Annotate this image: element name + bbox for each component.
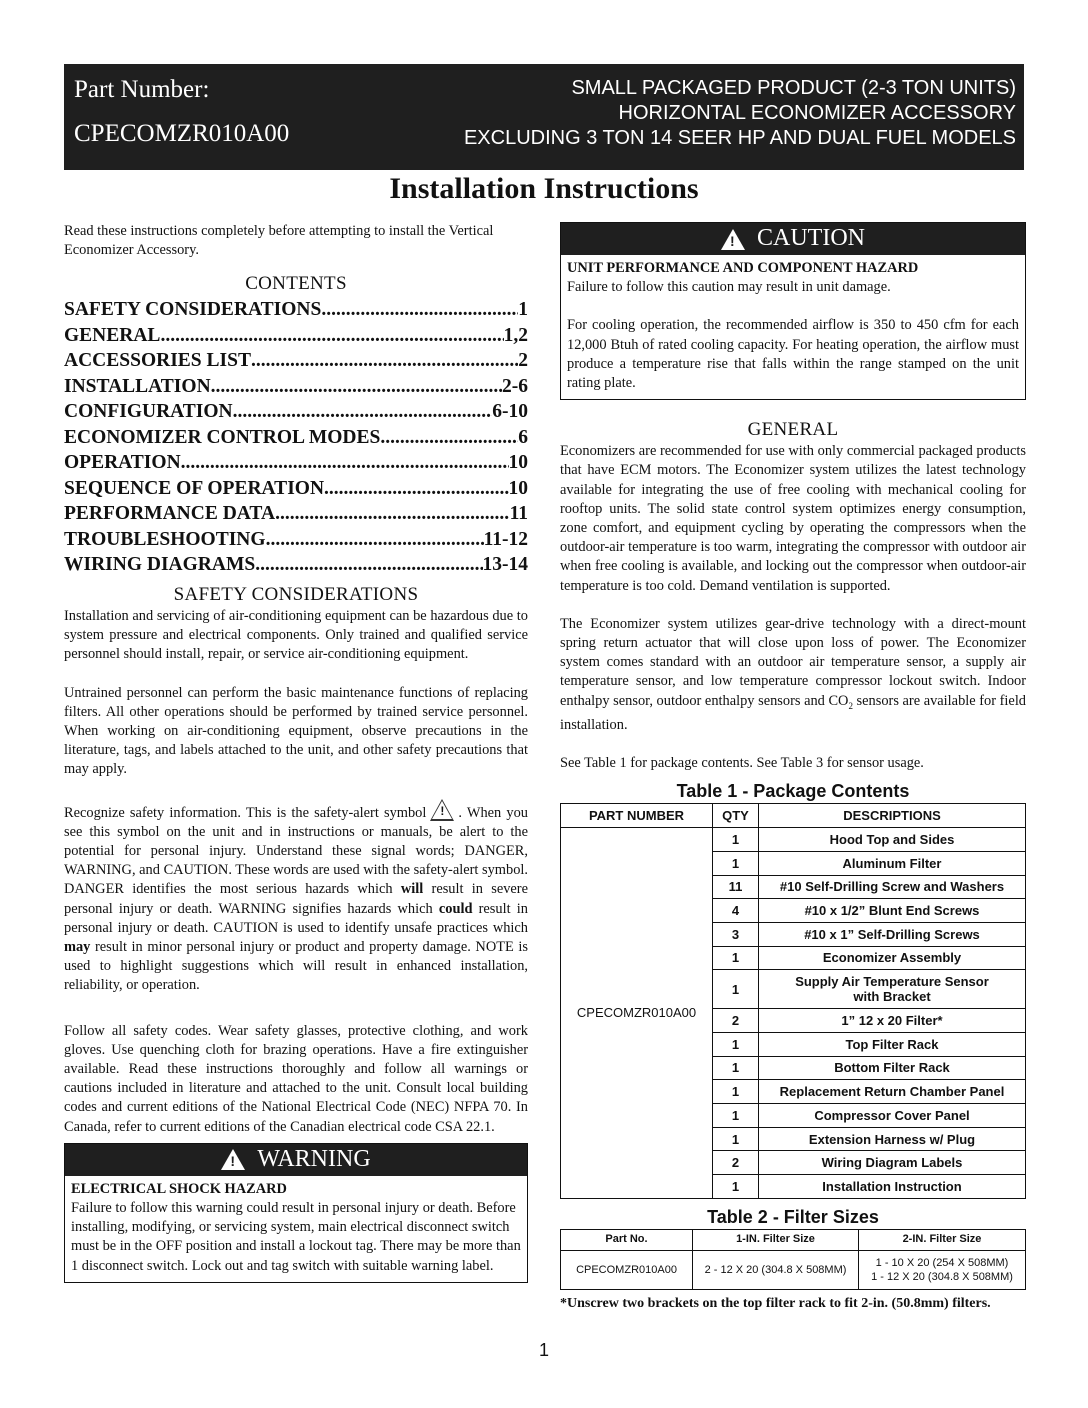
safety-heading: SAFETY CONSIDERATIONS xyxy=(173,583,419,605)
product-line-1: SMALL PACKAGED PRODUCT (2-3 TON UNITS) xyxy=(571,77,1016,99)
table-row: CPECOMZR010A00 1 Hood Top and Sides xyxy=(561,828,1026,852)
page-number: 1 xyxy=(538,1340,549,1360)
left-column xyxy=(64,222,528,1283)
general-paragraph-1: Economizers are recommended for use with only commercial packaged products that have ECM motors. The Economizer system utilizes the latest technology available for integrating the use of free cooling with mechanical cooling for rooftop units. The solid state control system optimizes energy consumption, zone comfort, and equipment cycling by operating the compressors when the outdoor-air temperature is too warm, integrating the compressor with outdoor air when free cooling is available, and locking out the compressor when outdoor-air temperature is too cold. Demand ventilation is supported. xyxy=(560,443,1026,594)
toc-item[interactable]: PERFORMANCE DATA ..... 11 xyxy=(64,501,528,527)
toc-item[interactable]: GENERAL ..... 1,2 xyxy=(64,323,528,349)
table-header: 2-IN. Filter Size xyxy=(859,1229,1026,1250)
general-paragraph-2: The Economizer system utilizes gear-drive technology with a direct-mount spring return actuator that will close upon loss of power. The Economizer system comes standard with an outdoor air temperature sensor, a supply air temperature sensor, and low temperature compressor lockout switch. Indoor enthalpy sensor, outdoor enthalpy sensors and $CO_2$ sensors are available for field installation. xyxy=(560,615,1027,733)
table-header: 1-IN. Filter Size xyxy=(693,1229,859,1250)
table-row: 1 Installation Instruction xyxy=(561,1175,1026,1199)
general-paragraph-3: See Table 1 for package contents. See Table 3 for sensor usage. xyxy=(560,754,924,771)
table-row: 1 Replacement Return Chamber Panel xyxy=(561,1080,1026,1104)
table-row: 11 #10 Self-Drilling Screw and Washers xyxy=(561,875,1026,899)
toc-item[interactable]: SAFETY CONSIDERATIONS ..... 1 xyxy=(64,297,528,323)
table-header: PART NUMBER xyxy=(561,804,713,828)
general-heading: GENERAL xyxy=(747,419,839,441)
table2-title: Table 2 - Filter Sizes xyxy=(707,1206,879,1227)
table-row: CPECOMZR010A00 2 - 12 X 20 (304.8 X 508MM) 1 - 10 X 20 (254 X 508MM) 1 - 12 X 20 (304.8 X 508MM) xyxy=(561,1250,1026,1289)
table-header: DESCRIPTIONS xyxy=(759,804,1026,828)
page-title: Installation Instructions xyxy=(389,172,699,205)
toc-item[interactable]: SEQUENCE OF OPERATION ..... 10 xyxy=(64,476,528,502)
table-row: 2 1” 12 x 20 Filter* xyxy=(561,1009,1026,1033)
caution-box xyxy=(560,222,1026,400)
filter-note: *Unscrew two brackets on the top filter rack to fit 2-in. (50.8mm) filters. xyxy=(560,1295,991,1311)
toc-item[interactable]: ACCESSORIES LIST ..... 2 xyxy=(64,348,528,374)
table-row: 3 #10 x 1” Self-Drilling Screws xyxy=(561,922,1026,946)
package-contents-table xyxy=(560,803,1026,1199)
caution-text-2: For cooling operation, the recommended airflow is 350 to 450 cfm for each 12,000 Btuh of rated cooling capacity. For heating operation, the airflow must produce a temperature rise that falls within the range stamped on the unit rating plate. xyxy=(567,317,1019,392)
table-row: 1 Top Filter Rack xyxy=(561,1032,1026,1056)
table-of-contents xyxy=(64,297,528,578)
warning-text: Failure to follow this warning could result in personal injury or death. Before installing, modifying, or servicing system, main electrical disconnect switch must be in the OFF position and install a lockout tag. There may be more than 1 disconnect switch. Lock out and tag switch with suitable warning label. xyxy=(71,1199,521,1274)
safety-paragraph-2: Untrained personnel can perform the basic maintenance functions of replacing filters. All other operations should be performed by trained service personnel. When working on air-conditioning equipment, observe precautions in the literature, tags, and labels attached to the unit, and other safety precautions that may apply. xyxy=(64,684,528,778)
table-row: 1 Compressor Cover Panel xyxy=(561,1104,1026,1128)
table-row: 2 Wiring Diagram Labels xyxy=(561,1151,1026,1175)
table-row: 1 Supply Air Temperature Sensor with Bracket xyxy=(561,970,1026,1009)
part-number-cell: CPECOMZR010A00 xyxy=(561,828,713,1199)
table-row: 1 Extension Harness w/ Plug xyxy=(561,1127,1026,1151)
table-header: QTY xyxy=(713,804,759,828)
contents-heading: CONTENTS xyxy=(245,273,347,295)
safety-alert-icon: ! xyxy=(430,799,454,821)
toc-item[interactable]: ECONOMIZER CONTROL MODES ..... 6 xyxy=(64,425,528,451)
warning-label: WARNING xyxy=(257,1146,371,1173)
warning-box xyxy=(64,1143,528,1283)
caution-label: CAUTION xyxy=(757,225,865,252)
toc-item[interactable]: CONFIGURATION ..... 6-10 xyxy=(64,399,528,425)
part-number-label: Part Number: xyxy=(74,76,210,103)
product-description xyxy=(464,76,1016,151)
table-row: 4 #10 x 1/2” Blunt End Screws xyxy=(561,899,1026,923)
warning-hazard: ELECTRICAL SHOCK HAZARD xyxy=(71,1180,287,1197)
toc-item[interactable]: TROUBLESHOOTING ..... 11-12 xyxy=(64,527,528,553)
warning-bar xyxy=(65,1144,527,1176)
caution-icon: ! xyxy=(721,229,745,250)
toc-item[interactable]: OPERATION ..... 10 xyxy=(64,450,528,476)
header-bar xyxy=(64,64,1024,170)
part-number-value: CPECOMZR010A00 xyxy=(74,120,290,147)
product-line-3: EXCLUDING 3 TON 14 SEER HP AND DUAL FUEL MODELS xyxy=(463,127,1016,149)
filter-sizes-table xyxy=(560,1229,1026,1290)
table-row: 1 Economizer Assembly xyxy=(561,946,1026,970)
safety-paragraph-1: Installation and servicing of air-conditioning equipment can be hazardous due to system pressure and electrical components. Only trained and qualified service personnel should install, repair, or service air-conditioning equipment. xyxy=(64,607,528,663)
product-line-2: HORIZONTAL ECONOMIZER ACCESSORY xyxy=(618,102,1016,124)
table-row: 1 Bottom Filter Rack xyxy=(561,1056,1026,1080)
right-column xyxy=(560,222,1026,1313)
safety-paragraph-4: Follow all safety codes. Wear safety glasses, protective clothing, and work gloves. Use quenching cloth for brazing operations. Have a fire extinguisher available. Read these instructions thoroughly and follow all warnings or cautions included in literature and attached to the unit. Consult local building codes and current editions of the National Electrical Code (NEC) NFPA 70. In Canada, refer to current editions of the Canadian electrical code CSA 22.1. xyxy=(64,1022,528,1135)
caution-hazard: UNIT PERFORMANCE AND COMPONENT HAZARD xyxy=(567,260,919,276)
table-row: 1 Aluminum Filter xyxy=(561,851,1026,875)
table-header: Part No. xyxy=(561,1229,693,1250)
warning-icon: ! xyxy=(221,1149,245,1170)
caution-text-1: Failure to follow this caution may result in unit damage. xyxy=(567,279,891,296)
intro-text: Read these instructions completely before attempting to install the Vertical Economizer Accessory. xyxy=(64,223,494,259)
caution-bar xyxy=(561,223,1025,255)
toc-item[interactable]: INSTALLATION ..... 2-6 xyxy=(64,374,528,400)
safety-paragraph-3: Recognize safety information. This is the safety-alert symbol ! . When you see this symbol on the unit and in instructions or manuals, be alert to the potential for personal injury. Understand these signal words; DANGER, WARNING, and CAUTION. These words are used with the safety-alert symbol. DANGER identifies the most serious hazards which will result in severe personal injury or death. WARNING signifies hazards which could result in personal injury or death. CAUTION is used to identify unsafe practices which may result in minor personal injury or product and property damage. NOTE is used to highlight suggestions which will result in enhanced installation, reliability, or operation. xyxy=(64,799,528,996)
toc-item[interactable]: WIRING DIAGRAMS ..... 13-14 xyxy=(64,552,528,578)
table1-title: Table 1 - Package Contents xyxy=(676,781,910,802)
